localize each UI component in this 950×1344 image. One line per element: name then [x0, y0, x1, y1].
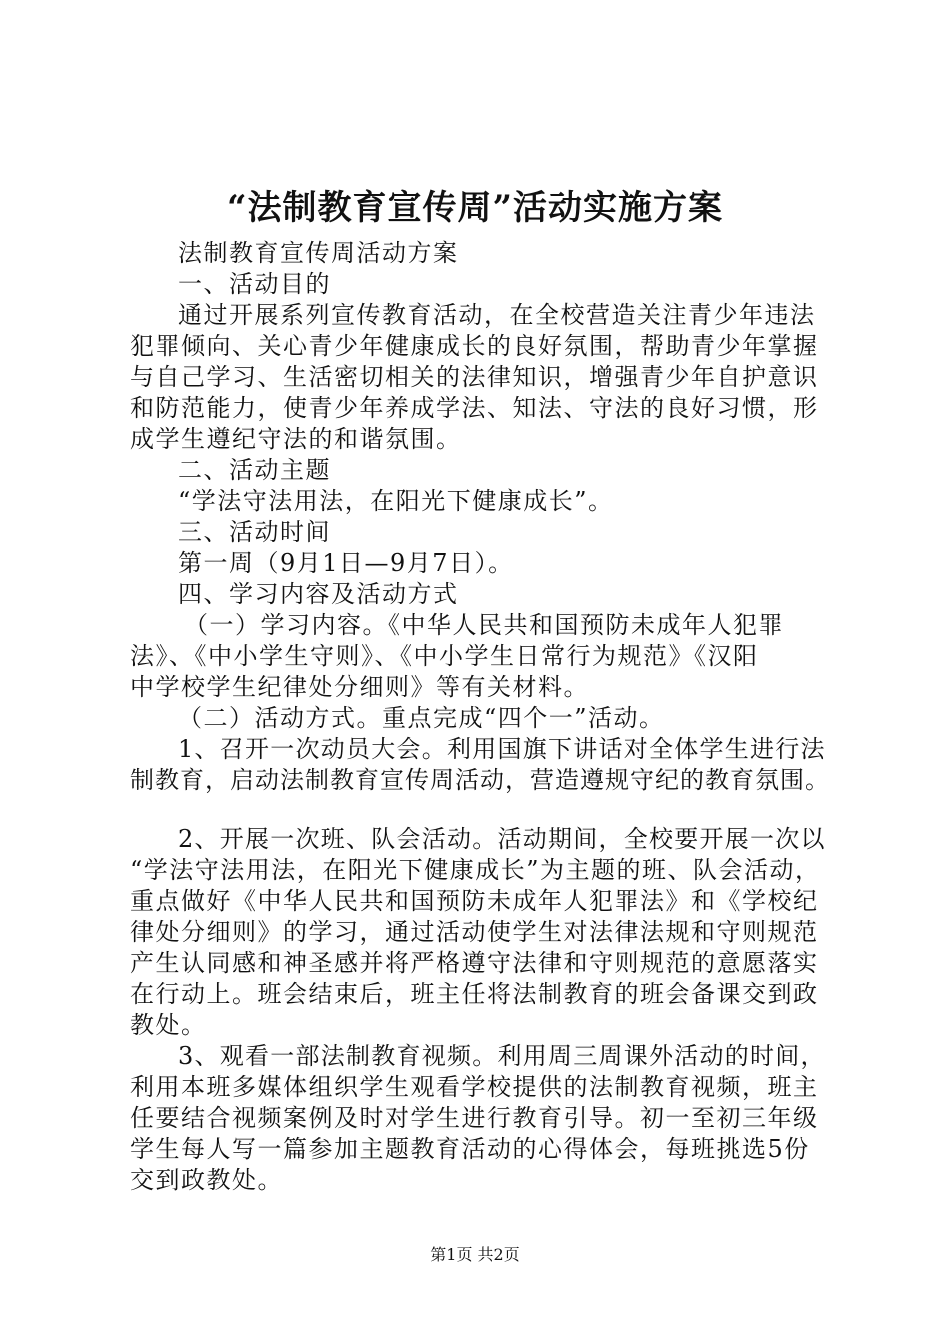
paragraph-line: 在行动上。班会结束后，班主任将法制教育的班会备课交到政: [130, 980, 819, 1008]
paragraph-line: 1、召开一次动员大会。利用国旗下讲话对全体学生进行法: [178, 735, 826, 763]
paragraph-line: 学生每人写一篇参加主题教育活动的心得体会，每班挑选5份: [130, 1135, 810, 1163]
document-title: “法制教育宣传周”活动实施方案: [226, 188, 724, 228]
paragraph-line: 利用本班多媒体组织学生观看学校提供的法制教育视频，班主: [130, 1073, 819, 1101]
paragraph-line: 法》、《中小学生守则》、《中小学生日常行为规范》《汉阳: [130, 642, 759, 670]
paragraph-line: “学法守法用法，在阳光下健康成长”。: [178, 487, 614, 515]
paragraph-line: 通过开展系列宣传教育活动，在全校营造关注青少年违法: [178, 301, 816, 329]
paragraph-line: 重点做好《中华人民共和国预防未成年人犯罪法》和《学校纪: [130, 887, 819, 915]
paragraph-line: 与自己学习、生活密切相关的法律知识，增强青少年自护意识: [130, 363, 819, 391]
paragraph-line: 3、观看一部法制教育视频。利用周三周课外活动的时间，: [178, 1042, 826, 1070]
paragraph-line: 交到政教处。: [130, 1166, 283, 1194]
section-heading: 一、活动目的: [178, 270, 331, 298]
subtitle-line: 法制教育宣传周活动方案: [178, 239, 459, 267]
section-heading: 二、活动主题: [178, 456, 331, 484]
paragraph-line: 和防范能力，使青少年养成学法、知法、守法的良好习惯，形: [130, 394, 819, 422]
paragraph-line: “学法守法用法，在阳光下健康成长”为主题的班、队会活动，: [130, 856, 821, 884]
paragraph-line: 犯罪倾向、关心青少年健康成长的良好氛围，帮助青少年掌握: [130, 332, 819, 360]
paragraph-line: 中学校学生纪律处分细则》等有关材料。: [130, 673, 589, 701]
document-body: [130, 238, 830, 1196]
paragraph-line: 教处。: [130, 1011, 207, 1039]
paragraph-line: 产生认同感和神圣感并将严格遵守法律和守则规范的意愿落实: [130, 949, 819, 977]
paragraph-line: （二）活动方式。重点完成“四个一”活动。: [178, 704, 665, 732]
paragraph-line: 第一周（9月1日—9月7日）。: [178, 549, 514, 577]
paragraph-line: 2、开展一次班、队会活动。活动期间，全校要开展一次以: [178, 825, 826, 853]
paragraph-line: （一）学习内容。《中华人民共和国预防未成年人犯罪: [184, 611, 784, 639]
section-heading: 四、学习内容及活动方式: [178, 580, 459, 608]
paragraph-line: 任要结合视频案例及时对学生进行教育引导。初一至初三年级: [130, 1104, 819, 1132]
paragraph-line: 制教育，启动法制教育宣传周活动，营造遵规守纪的教育氛围。: [130, 766, 830, 794]
paragraph-line: 成学生遵纪守法的和谐氛围。: [130, 425, 462, 453]
paragraph-line: 律处分细则》的学习，通过活动使学生对法律法规和守则规范: [130, 918, 819, 946]
blank-line: [130, 796, 830, 824]
section-heading: 三、活动时间: [178, 518, 331, 546]
page-number: 第1页 共2页: [430, 1245, 520, 1264]
